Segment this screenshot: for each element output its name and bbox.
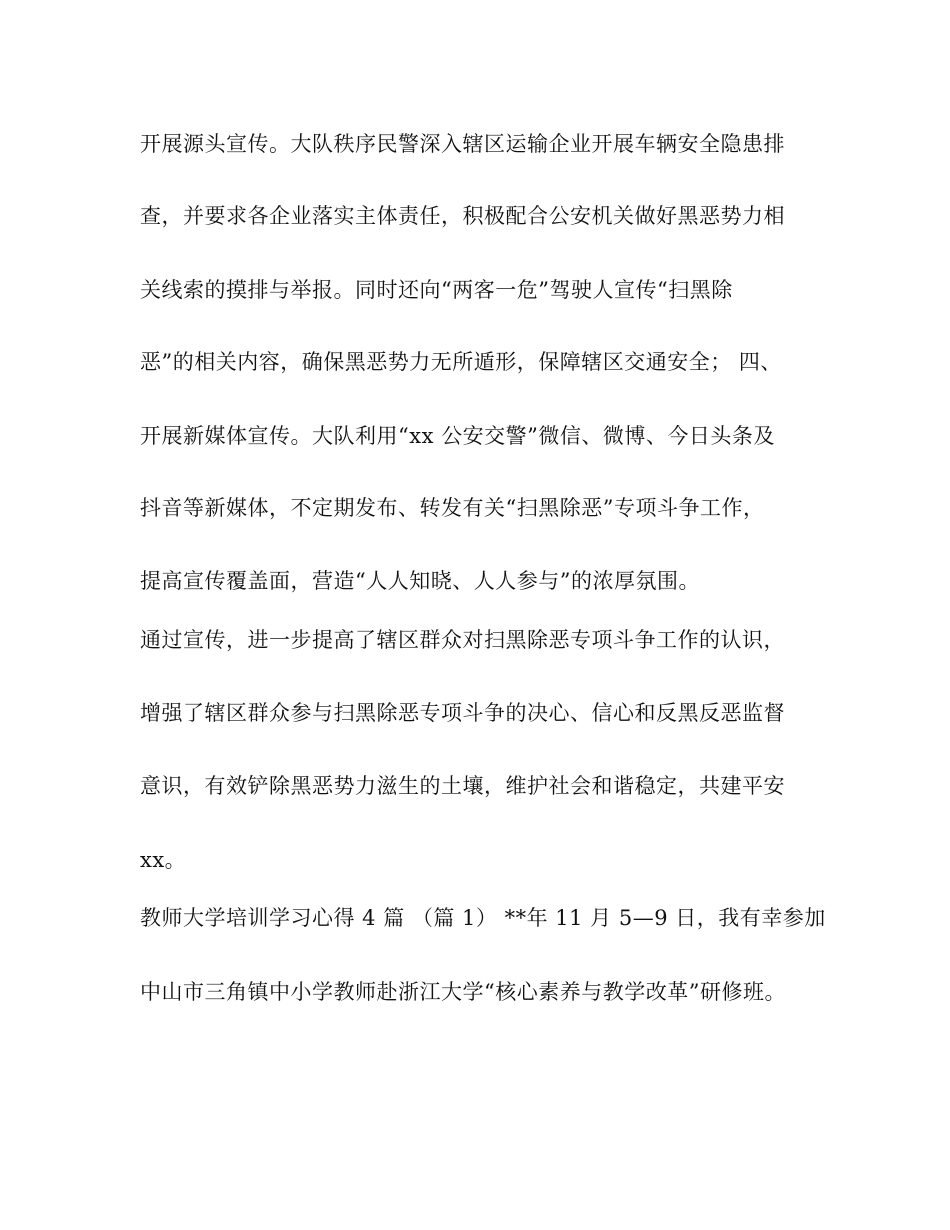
text-line: 增强了辖区群众参与扫黑除恶专项斗争的决心、信心和反黑反恶监督 xyxy=(140,701,785,725)
text-line: 中山市三角镇中小学教师赴浙江大学“核心素养与教学改革”研修班。 xyxy=(140,980,786,1004)
text-line: 开展源头宣传。大队秩序民警深入辖区运输企业开展车辆安全隐患排 xyxy=(140,132,785,156)
text-line: 意识，有效铲除黑恶势力滋生的土壤，维护社会和谐稳定，共建平安 xyxy=(140,774,785,798)
text-line: 关线索的摸排与举报。同时还向“两客一危”驾驶人宣传“扫黑除 xyxy=(140,278,733,302)
text-line: 恶”的相关内容，确保黑恶势力无所遁形，保障辖区交通安全； 四、 xyxy=(140,350,782,374)
section-heading-line: 教师大学培训学习心得 4 篇 （篇 1） **年 11 月 5—9 日，我有幸参加 xyxy=(140,906,826,930)
text-line: xx。 xyxy=(140,848,187,872)
text-line: 提高宣传覆盖面，营造“人人知晓、人人参与”的浓厚氛围。 xyxy=(140,569,700,593)
text-line: 抖音等新媒体，不定期发布、转发有关“扫黑除恶”专项斗争工作， xyxy=(140,496,765,520)
text-line: 查，并要求各企业落实主体责任，积极配合公安机关做好黑恶势力相 xyxy=(140,204,785,228)
text-line: 通过宣传，进一步提高了辖区群众对扫黑除恶专项斗争工作的认识， xyxy=(140,628,785,652)
text-line: 开展新媒体宣传。大队利用“xx 公安交警”微信、微博、今日头条及 xyxy=(140,424,775,448)
